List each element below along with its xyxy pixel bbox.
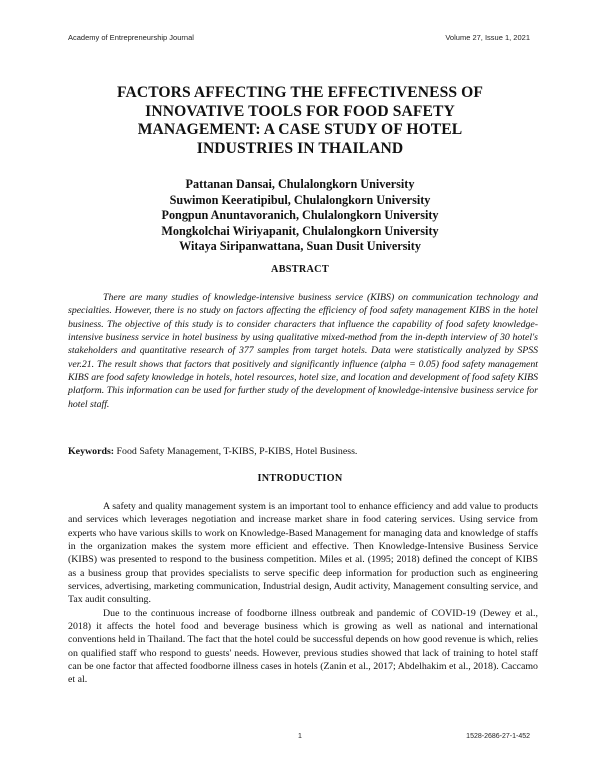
author-list [70, 177, 530, 255]
author: Pongpun Anuntavoranich, Chulalongkorn University [161, 208, 439, 223]
keywords-label: Keywords: [68, 446, 115, 457]
author: Mongkolchai Wiriyapanit, Chulalongkorn University [161, 223, 439, 238]
keywords-text: Food Safety Management, T-KIBS, P-KIBS, Hotel Business. [116, 446, 358, 457]
author: Suwimon Keeratipibul, Chulalongkorn University [169, 192, 431, 207]
title-line: MANAGEMENT: A CASE STUDY OF HOTEL [137, 121, 463, 138]
paper-title [70, 84, 530, 158]
abstract-heading: ABSTRACT [271, 264, 329, 275]
title-line: FACTORS AFFECTING THE EFFECTIVENESS OF [117, 84, 483, 101]
paragraph: Due to the continuous increase of foodborne illness outbreak and pandemic of COVID-19 (Dewey et al., 2018) it affects the hotel food and beverage business which is growing as well as national and international conventions held in Thailand. The fact that the hotel could be successful depends on how good revenue is which, relies on qualified staff who respond to guests' needs. However, previous studies showed that lack of training to hotel staff can be one factor that affected foodborne illness cases in hotels (Zanin et al., 2017; Abdelhakim et al., 2018). Caccamo et al. [68, 607, 538, 686]
paragraph: A safety and quality management system is an important tool to enhance efficiency and add value to products and services which leverages negotiation and increase market share in food catering services. Using service from experts who have various skills to work on Knowledge-Based Management for managing data and knowledge of staffs in the organization makes the system more efficient and effective. Then Knowledge-Intensive Business Service (KIBS) was presented to respond to the business competition. Miles et al. (1995; 2018) defined the concept of KIBS as a business group that provides specialists to serve specific deep information for production such as engineering services, advertising, marketing communication, Industrial design, Audit activity, Management consulting service, and Tax audit consulting. [68, 501, 538, 606]
title-line: INNOVATIVE TOOLS FOR FOOD SAFETY [145, 102, 455, 120]
introduction-body [68, 500, 538, 687]
volume-issue: Volume 27, Issue 1, 2021 [445, 33, 530, 42]
introduction-heading: INTRODUCTION [257, 473, 343, 484]
author: Witaya Siripanwattana, Suan Dusit University [179, 239, 421, 254]
author: Pattanan Dansai, Chulalongkorn University [185, 177, 415, 191]
page-number: 1 [298, 733, 302, 740]
abstract-text: There are many studies of knowledge-intensive business service (KIBS) on communication technology and specialties. However, there is no study on factors affecting the efficiency of food safety management KIBS in the hotel business. The objective of this study is to consider characters that influence the capability of food safety knowledge-intensive business service in hotel business by using qualitative mixed-method from the in-depth interview of 30 hotel's stakeholders and quantitative research of 377 samples from target hotels. Data were statistically analyzed by SPSS ver.21. The result shows that factors that positively and significantly influence (alpha = 0.05) food safety management KIBS are food safety knowledge in hotels, hotel resources, hotel size, and location and development of food safety KIBS platform. This information can be used for further study of the development of knowledge-intensive business service for hotel staff. [68, 292, 538, 410]
keywords [68, 446, 538, 457]
title-line: INDUSTRIES IN THAILAND [196, 139, 404, 157]
journal-name: Academy of Entrepreneurship Journal [68, 33, 194, 42]
issn: 1528-2686-27-1-452 [466, 733, 530, 740]
